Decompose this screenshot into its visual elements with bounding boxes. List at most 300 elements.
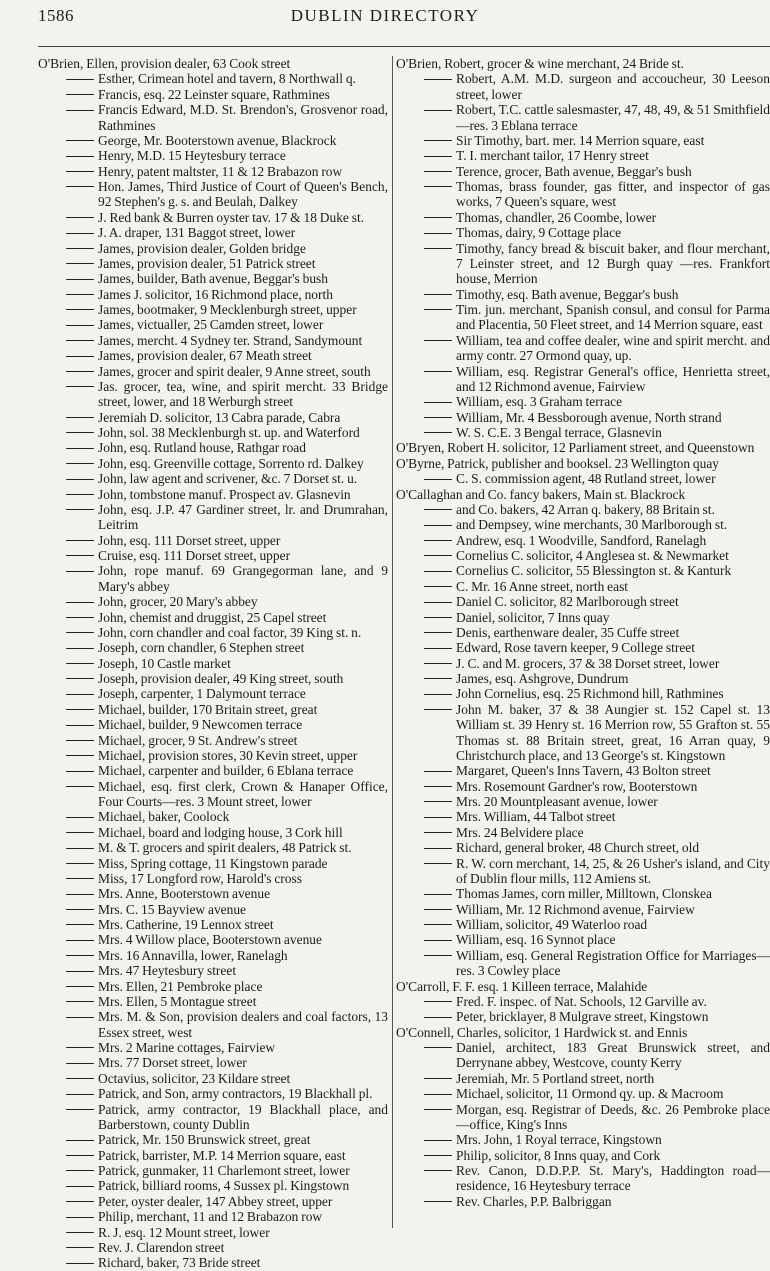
- entry-text: J. C. and M. grocers, 37 & 38 Dorset street, lower: [456, 655, 720, 671]
- directory-subentry: [38, 1009, 388, 1040]
- ditto-dash: [424, 786, 452, 787]
- ditto-dash: [424, 233, 452, 234]
- entry-text: Mrs. 77 Dorset street, lower: [98, 1055, 247, 1071]
- ditto-dash: [66, 617, 94, 618]
- ditto-dash: [66, 371, 94, 372]
- directory-subentry: [38, 71, 388, 86]
- directory-subentry: [38, 179, 388, 210]
- directory-subentry: [396, 210, 770, 225]
- directory-subentry: [396, 148, 770, 163]
- entry-text: Mrs. John, 1 Royal terrace, Kingstown: [456, 1132, 662, 1148]
- directory-subentry: [38, 979, 388, 994]
- entry-text: Mrs. Ellen, 5 Montague street: [98, 993, 257, 1009]
- entry-text: Hon. James, Third Justice of Court of Queen's Bench, 92 Stephen's g. s. and Beulah, Dalkey: [98, 179, 388, 210]
- entry-text: C. S. commission agent, 48 Rutland street, lower: [456, 471, 716, 487]
- directory-subentry: [396, 625, 770, 640]
- ditto-dash: [66, 786, 94, 787]
- directory-subentry: [38, 410, 388, 425]
- directory-subentry: [38, 1209, 388, 1224]
- entry-text: Mrs. 2 Marine cottages, Fairview: [98, 1040, 276, 1055]
- directory-subentry: [396, 241, 770, 287]
- entry-text: Peter, oyster dealer, 147 Abbey street, upper: [98, 1193, 333, 1209]
- entry-text: Patrick, Mr. 150 Brunswick street, great: [98, 1132, 311, 1148]
- ditto-dash: [66, 1232, 94, 1233]
- entry-text: Joseph, 10 Castle market: [98, 655, 231, 671]
- entry-text: James, provision dealer, 51 Patrick street: [98, 255, 316, 271]
- entry-text: O'Carroll, F. F. esq. 1 Killeen terrace, Malahide: [396, 978, 648, 994]
- entry-text: James, grocer and spirit dealer, 9 Anne street, south: [98, 363, 371, 379]
- ditto-dash: [66, 263, 94, 264]
- ditto-dash: [66, 356, 94, 357]
- entry-text: James, bootmaker, 9 Mecklenburgh street, upper: [98, 302, 357, 317]
- directory-subentry: [396, 179, 770, 210]
- entry-text: John, tombstone manuf. Prospect av. Glasnevin: [98, 486, 351, 502]
- directory-subentry: [396, 917, 770, 932]
- directory-subentry: [38, 1178, 388, 1193]
- directory-subentry: [396, 1009, 770, 1024]
- entry-text: Francis Edward, M.D. St. Brendon's, Grosvenor road, Rathmines: [98, 102, 388, 133]
- entry-text: Cornelius C. solicitor, 55 Blessington st. & Kanturk: [456, 563, 732, 579]
- directory-subentry: [38, 994, 388, 1009]
- directory-subentry: [396, 640, 770, 655]
- entry-text: Fred. F. inspec. of Nat. Schools, 12 Garville av.: [456, 993, 707, 1009]
- ditto-dash: [424, 955, 452, 956]
- ditto-dash: [424, 417, 452, 418]
- entry-text: Thomas, dairy, 9 Cottage place: [456, 225, 622, 241]
- entry-text: William, solicitor, 49 Waterloo road: [456, 917, 648, 932]
- directory-subentry: [396, 794, 770, 809]
- directory-subentry: [38, 733, 388, 748]
- entry-text: Mrs. 20 Mountpleasant avenue, lower: [456, 794, 658, 809]
- ditto-dash: [66, 1170, 94, 1171]
- ditto-dash: [424, 248, 452, 249]
- ditto-dash: [424, 309, 452, 310]
- ditto-dash: [424, 1094, 452, 1095]
- ditto-dash: [424, 217, 452, 218]
- entry-text: Daniel, architect, 183 Great Brunswick street, and Derrynane abbey, Westcove, county Kerry: [456, 1040, 770, 1071]
- ditto-dash: [424, 863, 452, 864]
- entry-text: Mrs. Ellen, 21 Pembroke place: [98, 978, 263, 994]
- directory-subentry: [38, 148, 388, 163]
- directory-subentry: [38, 917, 388, 932]
- ditto-dash: [66, 571, 94, 572]
- directory-subentry: [38, 671, 388, 686]
- directory-subentry: [38, 241, 388, 256]
- directory-subentry: [38, 779, 388, 810]
- entry-text: Rev. Charles, P.P. Balbriggan: [456, 1193, 612, 1209]
- ditto-dash: [424, 571, 452, 572]
- entry-text: J. Red bank & Burren oyster tav. 17 & 18 Duke st.: [98, 209, 365, 225]
- directory-subentry: [396, 809, 770, 824]
- entry-text: Francis, esq. 22 Leinster square, Rathmines: [98, 86, 330, 102]
- entry-text: Peter, bricklayer, 8 Mulgrave street, Kingstown: [456, 1009, 709, 1025]
- entry-text: Mrs. M. & Son, provision dealers and coal factors, 13 Essex street, west: [98, 1009, 388, 1040]
- directory-subentry: [396, 594, 770, 609]
- directory-subentry: [38, 809, 388, 824]
- directory-entry: [396, 979, 770, 994]
- entry-text: John, esq. Greenville cottage, Sorrento rd. Dalkey: [98, 455, 364, 471]
- entry-text: Michael, board and lodging house, 3 Cork hill: [98, 824, 343, 840]
- ditto-dash: [66, 417, 94, 418]
- entry-text: Patrick, barrister, M.P. 14 Merrion square, east: [98, 1147, 346, 1163]
- entry-text: Mrs. Rosemount Gardner's row, Booterstown: [456, 778, 698, 794]
- directory-subentry: [38, 533, 388, 548]
- directory-subentry: [38, 886, 388, 901]
- entry-text: J. A. draper, 131 Baggot street, lower: [98, 225, 296, 241]
- ditto-dash: [424, 663, 452, 664]
- directory-subentry: [396, 333, 770, 364]
- entry-text: O'Connell, Charles, solicitor, 1 Hardwick st. and Ennis: [396, 1024, 688, 1040]
- ditto-dash: [424, 678, 452, 679]
- entry-text: Joseph, carpenter, 1 Dalymount terrace: [98, 686, 306, 702]
- directory-subentry: [38, 225, 388, 240]
- directory-subentry: [38, 487, 388, 502]
- directory-subentry: [38, 1086, 388, 1101]
- ditto-dash: [66, 678, 94, 679]
- ditto-dash: [66, 663, 94, 664]
- ditto-dash: [424, 1047, 452, 1048]
- directory-subentry: [38, 333, 388, 348]
- entry-text: C. Mr. 16 Anne street, north east: [456, 578, 629, 594]
- entry-text: John, esq. Rutland house, Rathgar road: [98, 440, 306, 456]
- entry-text: Mrs. William, 44 Talbot street: [456, 809, 616, 825]
- entry-text: Patrick, gunmaker, 11 Charlemont street, lower: [98, 1163, 350, 1178]
- entry-text: Morgan, esq. Registrar of Deeds, &c. 26 Pembroke place—office, King's Inns: [456, 1101, 770, 1132]
- ditto-dash: [66, 848, 94, 849]
- directory-subentry: [38, 702, 388, 717]
- directory-subentry: [38, 656, 388, 671]
- directory-subentry: [38, 1194, 388, 1209]
- ditto-dash: [424, 156, 452, 157]
- ditto-dash: [66, 1109, 94, 1110]
- ditto-dash: [424, 294, 452, 295]
- directory-subentry: [396, 1194, 770, 1209]
- entry-text: James J. solicitor, 16 Richmond place, north: [98, 286, 333, 302]
- entry-text: Philip, merchant, 11 and 12 Brabazon row: [98, 1209, 323, 1225]
- directory-subentry: [396, 1071, 770, 1086]
- ditto-dash: [424, 617, 452, 618]
- ditto-dash: [424, 894, 452, 895]
- entry-text: Mrs. Catherine, 19 Lennox street: [98, 917, 274, 932]
- directory-subentry: [396, 579, 770, 594]
- entry-text: Timothy, fancy bread & biscuit baker, and flour merchant, 7 Leinster street, and 12 Burgh quay —res. Frankfort house, Merrion: [456, 240, 770, 287]
- ditto-dash: [424, 909, 452, 910]
- directory-subentry: [38, 287, 388, 302]
- directory-entry: [396, 56, 770, 71]
- ditto-dash: [66, 479, 94, 480]
- directory-subentry: [38, 932, 388, 947]
- entry-text: O'Callaghan and Co. fancy bakers, Main st. Blackrock: [396, 486, 686, 502]
- ditto-dash: [424, 555, 452, 556]
- ditto-dash: [66, 448, 94, 449]
- ditto-dash: [66, 186, 94, 187]
- ditto-dash: [424, 602, 452, 603]
- entry-text: Michael, carpenter and builder, 6 Eblana terrace: [98, 763, 354, 779]
- directory-subentry: [396, 287, 770, 302]
- ditto-dash: [66, 971, 94, 972]
- ditto-dash: [66, 463, 94, 464]
- directory-subentry: [396, 133, 770, 148]
- directory-subentry: [38, 548, 388, 563]
- entry-text: Mrs. 47 Heytesbury street: [98, 963, 237, 979]
- column-divider: [392, 56, 393, 1228]
- entry-text: Henry, patent maltster, 11 & 12 Brabazon row: [98, 163, 343, 179]
- directory-subentry: [38, 440, 388, 455]
- ditto-dash: [66, 494, 94, 495]
- directory-subentry: [396, 886, 770, 901]
- entry-text: O'Brien, Ellen, provision dealer, 63 Cook street: [38, 56, 291, 71]
- directory-subentry: [38, 686, 388, 701]
- entry-text: James, esq. Ashgrove, Dundrum: [456, 671, 629, 686]
- ditto-dash: [66, 955, 94, 956]
- entry-text: William, esq. 3 Graham terrace: [456, 394, 623, 410]
- ditto-dash: [66, 325, 94, 326]
- directory-subentry: [396, 410, 770, 425]
- directory-subentry: [38, 1240, 388, 1255]
- directory-subentry: [396, 425, 770, 440]
- directory-entry: [38, 56, 388, 71]
- ditto-dash: [66, 171, 94, 172]
- entry-text: Cruise, esq. 111 Dorset street, upper: [98, 548, 291, 563]
- entry-text: Miss, Spring cottage, 11 Kingstown parade: [98, 855, 328, 871]
- ditto-dash: [66, 555, 94, 556]
- directory-subentry: [396, 502, 770, 517]
- directory-subentry: [38, 748, 388, 763]
- directory-subentry: [396, 1163, 770, 1194]
- ditto-dash: [66, 771, 94, 772]
- entry-text: Cornelius C. solicitor, 4 Anglesea st. & Newmarket: [456, 548, 729, 563]
- directory-subentry: [396, 825, 770, 840]
- ditto-dash: [424, 1140, 452, 1141]
- ditto-dash: [424, 186, 452, 187]
- entry-text: M. & T. grocers and spirit dealers, 48 Patrick st.: [98, 840, 352, 856]
- ditto-dash: [66, 909, 94, 910]
- ditto-dash: [66, 817, 94, 818]
- ditto-dash: [66, 1094, 94, 1095]
- ditto-dash: [424, 1201, 452, 1202]
- ditto-dash: [66, 156, 94, 157]
- entry-text: Daniel, solicitor, 7 Inns quay: [456, 609, 610, 625]
- ditto-dash: [66, 309, 94, 310]
- ditto-dash: [424, 1155, 452, 1156]
- entry-text: Mrs. 4 Willow place, Booterstown avenue: [98, 932, 322, 948]
- directory-subentry: [396, 671, 770, 686]
- entry-text: Daniel C. solicitor, 82 Marlborough street: [456, 594, 679, 610]
- entry-text: Philip, solicitor, 8 Inns quay, and Cork: [456, 1147, 661, 1163]
- directory-subentry: [38, 471, 388, 486]
- directory-subentry: [396, 164, 770, 179]
- directory-subentry: [396, 471, 770, 486]
- entry-text: Margaret, Queen's Inns Tavern, 43 Bolton street: [456, 763, 711, 779]
- directory-subentry: [38, 1148, 388, 1163]
- ditto-dash: [66, 1063, 94, 1064]
- directory-subentry: [38, 763, 388, 778]
- directory-subentry: [38, 902, 388, 917]
- ditto-dash: [424, 632, 452, 633]
- header-rule: [38, 46, 770, 47]
- ditto-dash: [66, 740, 94, 741]
- ditto-dash: [66, 110, 94, 111]
- entry-text: William, esq. 16 Synnot place: [456, 932, 616, 948]
- ditto-dash: [66, 94, 94, 95]
- directory-subentry: [396, 656, 770, 671]
- entry-text: Miss, 17 Longford row, Harold's cross: [98, 870, 302, 886]
- entry-text: John, rope manuf. 69 Grangegorman lane, and 9 Mary's abbey: [98, 563, 388, 594]
- directory-subentry: [396, 394, 770, 409]
- entry-text: William, Mr. 4 Bessborough avenue, North strand: [456, 409, 722, 425]
- directory-subentry: [396, 102, 770, 133]
- directory-subentry: [38, 271, 388, 286]
- entry-text: Rev. J. Clarendon street: [98, 1239, 225, 1255]
- entry-text: Sir Timothy, bart. mer. 14 Merrion square, east: [456, 132, 705, 148]
- ditto-dash: [424, 1017, 452, 1018]
- ditto-dash: [66, 986, 94, 987]
- directory-subentry: [396, 779, 770, 794]
- ditto-dash: [66, 79, 94, 80]
- entry-text: Patrick, billiard rooms, 4 Sussex pl. Kingstown: [98, 1178, 350, 1194]
- directory-subentry: [396, 302, 770, 333]
- directory-subentry: [396, 994, 770, 1009]
- ditto-dash: [66, 1140, 94, 1141]
- entry-text: Timothy, esq. Bath avenue, Beggar's bush: [456, 286, 679, 302]
- ditto-dash: [424, 648, 452, 649]
- entry-text: James, mercht. 4 Sydney ter. Strand, Sandymount: [98, 332, 363, 348]
- entry-text: Mrs. 24 Belvidere place: [456, 824, 584, 840]
- directory-subentry: [38, 425, 388, 440]
- ditto-dash: [424, 771, 452, 772]
- ditto-dash: [424, 832, 452, 833]
- ditto-dash: [66, 217, 94, 218]
- ditto-dash: [424, 801, 452, 802]
- ditto-dash: [66, 648, 94, 649]
- entry-text: Robert, T.C. cattle salesmaster, 47, 48, 49, & 51 Smithfield—res. 3 Eblana terrace: [456, 102, 770, 133]
- ditto-dash: [66, 1247, 94, 1248]
- entry-text: John, sol. 38 Mecklenburgh st. up. and Waterford: [98, 425, 360, 440]
- directory-subentry: [38, 1163, 388, 1178]
- entry-text: and Co. bakers, 42 Arran q. bakery, 88 Britain st.: [456, 501, 715, 517]
- entry-text: John M. baker, 37 & 38 Aungier st. 152 Capel st. 13 William st. 39 Henry st. 16 Merrion row, 55 Grafton st. 55 Thomas st. 88 Britain street, great, 16 Arran quay, 9 Christchurch place, and 13 George's st. Kingstown: [456, 701, 770, 763]
- directory-subentry: [38, 87, 388, 102]
- entry-text: Michael, provision stores, 30 Kevin street, upper: [98, 747, 358, 763]
- entry-text: John, esq. 111 Dorset street, upper: [98, 532, 281, 548]
- entry-text: Joseph, corn chandler, 6 Stephen street: [98, 640, 305, 656]
- ditto-dash: [66, 340, 94, 341]
- ditto-dash: [424, 171, 452, 172]
- entry-text: Michael, builder, 170 Britain street, great: [98, 701, 318, 717]
- ditto-dash: [66, 725, 94, 726]
- ditto-dash: [66, 1155, 94, 1156]
- directory-subentry: [38, 1071, 388, 1086]
- directory-subentry: [396, 563, 770, 578]
- ditto-dash: [66, 694, 94, 695]
- directory-subentry: [38, 871, 388, 886]
- entry-text: Tim. jun. merchant, Spanish consul, and consul for Parma and Placentia, 50 Fleet street, and 14 Merrion square, east: [456, 302, 770, 333]
- entry-text: Michael, esq. first clerk, Crown & Hanaper Office, Four Courts—res. 3 Mount street, lower: [98, 778, 388, 809]
- ditto-dash: [66, 602, 94, 603]
- ditto-dash: [424, 1109, 452, 1110]
- entry-text: Mrs. C. 15 Bayview avenue: [98, 901, 247, 917]
- entry-text: John Cornelius, esq. 25 Richmond hill, Rathmines: [456, 686, 724, 702]
- directory-subentry: [396, 902, 770, 917]
- ditto-dash: [424, 586, 452, 587]
- entry-text: Richard, baker, 73 Bride street: [98, 1255, 261, 1271]
- directory-subentry: [38, 317, 388, 332]
- directory-subentry: [396, 840, 770, 855]
- directory-subentry: [38, 1132, 388, 1147]
- entry-text: Thomas James, corn miller, Milltown, Clonskea: [456, 886, 712, 902]
- entry-text: Octavius, solicitor, 23 Kildare street: [98, 1070, 291, 1086]
- ditto-dash: [424, 432, 452, 433]
- ditto-dash: [66, 632, 94, 633]
- ditto-dash: [66, 294, 94, 295]
- entry-text: Michael, baker, Coolock: [98, 809, 230, 825]
- entry-text: W. S. C.E. 3 Bengal terrace, Glasnevin: [456, 425, 662, 440]
- entry-text: O'Byrne, Patrick, publisher and booksel. 23 Wellington quay: [396, 455, 720, 471]
- directory-subentry: [396, 533, 770, 548]
- left-column: [38, 56, 388, 1271]
- directory-subentry: [396, 856, 770, 887]
- ditto-dash: [66, 509, 94, 510]
- directory-subentry: [396, 364, 770, 395]
- ditto-dash: [66, 832, 94, 833]
- directory-subentry: [396, 686, 770, 701]
- entry-text: R. J. esq. 12 Mount street, lower: [98, 1224, 270, 1240]
- directory-subentry: [38, 210, 388, 225]
- entry-text: William, Mr. 12 Richmond avenue, Fairview: [456, 901, 695, 917]
- directory-subentry: [38, 364, 388, 379]
- entry-text: O'Bryen, Robert H. solicitor, 12 Parliament street, and Queenstown: [396, 440, 755, 456]
- directory-subentry: [396, 548, 770, 563]
- entry-text: Henry, M.D. 15 Heytesbury terrace: [98, 148, 286, 164]
- entry-text: James, provision dealer, Golden bridge: [98, 240, 306, 256]
- directory-subentry: [38, 302, 388, 317]
- entry-text: William, esq. General Registration Office for Marriages—res. 3 Cowley place: [456, 947, 770, 979]
- ditto-dash: [424, 340, 452, 341]
- ditto-dash: [424, 817, 452, 818]
- entry-text: James, provision dealer, 67 Meath street: [98, 348, 312, 364]
- ditto-dash: [66, 1078, 94, 1079]
- directory-subentry: [38, 594, 388, 609]
- directory-subentry: [38, 133, 388, 148]
- directory-subentry: [38, 456, 388, 471]
- directory-subentry: [396, 1102, 770, 1133]
- entry-text: Patrick, army contractor, 19 Blackhall place, and Barberstown, county Dublin: [98, 1101, 388, 1132]
- entry-text: John, chemist and druggist, 25 Capel street: [98, 609, 327, 625]
- directory-subentry: [396, 610, 770, 625]
- ditto-dash: [66, 940, 94, 941]
- entry-text: John, esq. J.P. 47 Gardiner street, lr. and Drumrahan, Leitrim: [98, 501, 388, 533]
- entry-text: Jas. grocer, tea, wine, and spirit mercht. 33 Bridge street, lower, and 18 Werburgh street: [98, 378, 388, 410]
- ditto-dash: [66, 924, 94, 925]
- ditto-dash: [424, 1001, 452, 1002]
- directory-subentry: [38, 840, 388, 855]
- directory-subentry: [38, 379, 388, 410]
- entry-text: James, victualler, 25 Camden street, lower: [98, 317, 324, 333]
- ditto-dash: [66, 863, 94, 864]
- directory-subentry: [38, 1225, 388, 1240]
- directory-subentry: [38, 625, 388, 640]
- directory-subentry: [38, 1040, 388, 1055]
- directory-subentry: [396, 948, 770, 979]
- entry-text: Thomas, brass founder, gas fitter, and inspector of gas works, 7 Queen's square, west: [456, 179, 770, 210]
- ditto-dash: [424, 79, 452, 80]
- directory-subentry: [38, 102, 388, 133]
- ditto-dash: [424, 848, 452, 849]
- right-column: [396, 56, 770, 1209]
- entry-text: O'Brien, Robert, grocer & wine merchant, 24 Bride st.: [396, 56, 684, 71]
- ditto-dash: [424, 140, 452, 141]
- entry-text: Jeremiah, Mr. 5 Portland street, north: [456, 1070, 655, 1086]
